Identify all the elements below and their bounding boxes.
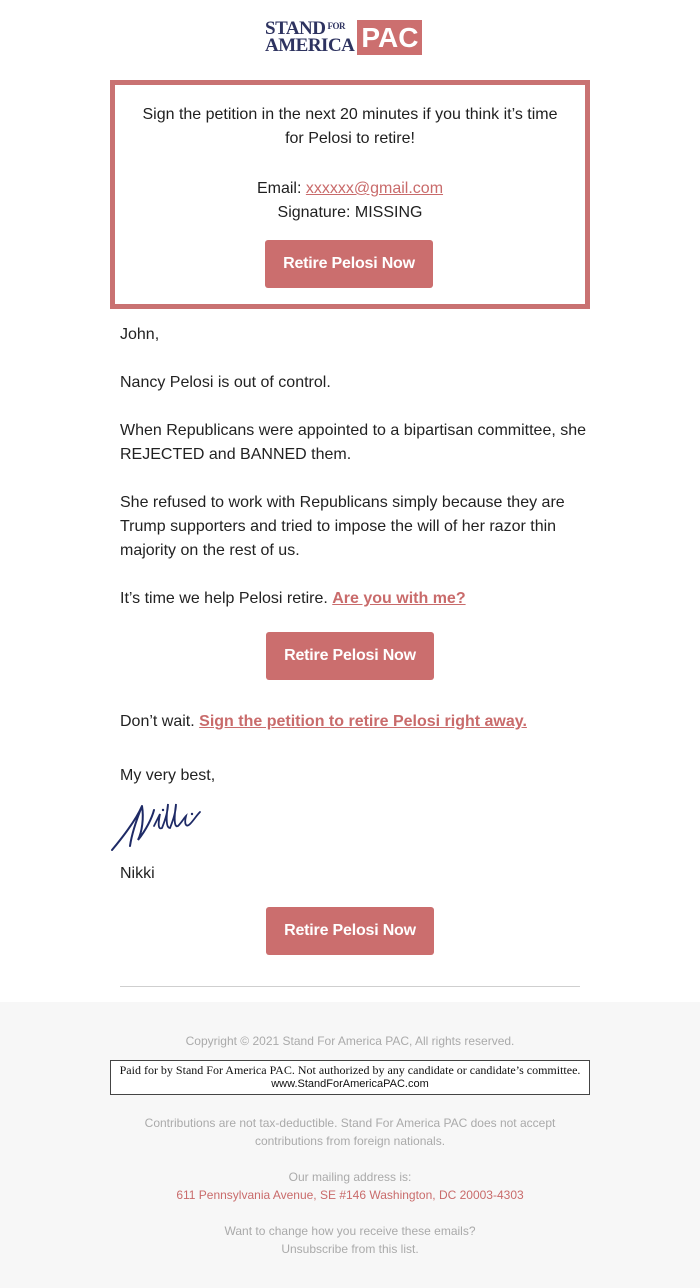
change-preferences-text: Want to change how you receive these emails?	[224, 1224, 476, 1238]
footer	[0, 1002, 700, 1288]
body-paragraph-5	[120, 710, 590, 734]
retire-pelosi-button-top[interactable]: Retire Pelosi Now	[265, 240, 433, 288]
signature-line	[115, 201, 585, 225]
signature-label: Signature:	[277, 204, 351, 221]
disclaimer-website: www.StandForAmericaPAC.com	[271, 1078, 429, 1090]
handwritten-signature	[108, 796, 208, 856]
logo-pac-badge: PAC	[357, 20, 422, 55]
logo-for-text: FOR	[327, 21, 345, 31]
paragraph-5-text: Don’t wait.	[120, 713, 195, 730]
logo-america-text: AMERICA	[265, 35, 355, 56]
logo-stand-text: STAND	[265, 18, 326, 39]
petition-headline: Sign the petition in the next 20 minutes if you think it’s time for Pelosi to retire!	[142, 106, 558, 147]
body-paragraph-1: Nancy Pelosi is out of control.	[120, 374, 331, 391]
are-you-with-me-link[interactable]: Are you with me?	[332, 590, 466, 607]
body-paragraph-2: When Republicans were appointed to a bipartisan committee, she REJECTED and BANNED them.	[120, 422, 587, 463]
body-paragraph-4	[120, 587, 590, 611]
logo-wordmark	[265, 20, 354, 54]
closing: My very best,	[120, 767, 216, 784]
retire-pelosi-button-middle[interactable]: Retire Pelosi Now	[266, 632, 434, 680]
paid-for-disclaimer	[110, 1060, 590, 1095]
retire-pelosi-button-bottom[interactable]: Retire Pelosi Now	[266, 907, 434, 955]
mailing-address-link[interactable]: 611 Pennsylvania Avenue, SE #146 Washington, DC 20003-4303	[176, 1188, 524, 1202]
email-line	[115, 177, 585, 201]
contributions-notice: Contributions are not tax-deductible. Stand For America PAC does not accept contributions from foreign nationals.	[144, 1116, 556, 1148]
copyright-text: Copyright © 2021 Stand For America PAC, All rights reserved.	[185, 1034, 515, 1048]
body-paragraph-3: She refused to work with Republicans simply because they are Trump supporters and tried to impose the will of her razor thin majority on the rest of us.	[120, 494, 565, 559]
disclaimer-line-1: Paid for by Stand For America PAC. Not authorized by any candidate or candidate’s committee.	[119, 1063, 581, 1077]
divider	[120, 986, 580, 987]
email-label: Email:	[256, 180, 302, 197]
signature-status: MISSING	[354, 204, 423, 221]
paragraph-4-text: It’s time we help Pelosi retire.	[120, 590, 328, 607]
unsubscribe-link[interactable]: Unsubscribe from this list.	[281, 1242, 419, 1256]
sign-petition-link[interactable]: Sign the petition to retire Pelosi right away.	[199, 713, 527, 730]
petition-box	[110, 80, 590, 309]
salutation: John,	[120, 326, 160, 343]
sender-name: Nikki	[120, 865, 155, 882]
mailing-address-label: Our mailing address is:	[288, 1170, 412, 1184]
email-link[interactable]: xxxxxx@gmail.com	[305, 180, 444, 197]
stand-for-america-pac-logo[interactable]	[265, 18, 422, 56]
